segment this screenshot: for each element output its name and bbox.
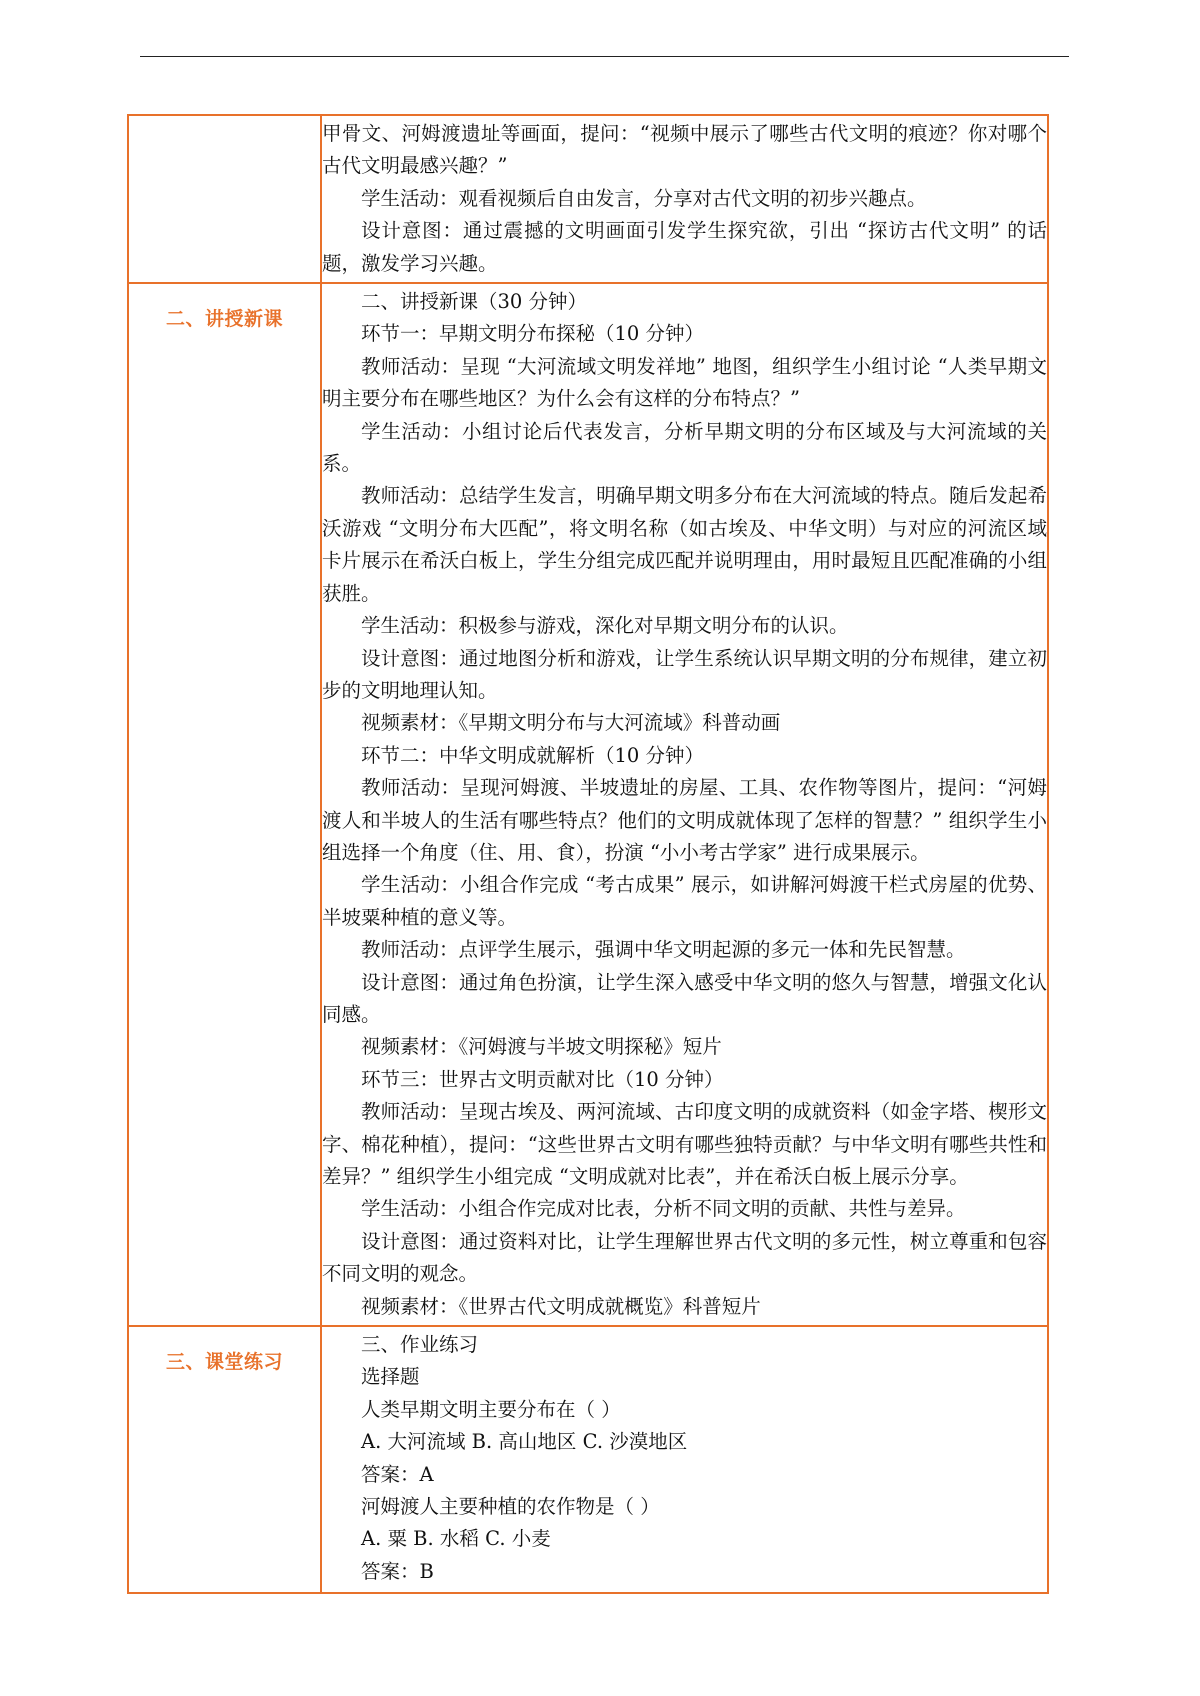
section-label-cell	[128, 115, 321, 283]
paragraph: 教师活动：点评学生展示，强调中华文明起源的多元一体和先民智慧。	[361, 938, 966, 962]
lesson-plan-table	[127, 114, 1049, 1594]
paragraph: 答案：B	[361, 1559, 434, 1583]
paragraph: 选择题	[361, 1365, 420, 1389]
paragraph: 教师活动：呈现河姆渡、半坡遗址的房屋、工具、农作物等图片，提问：“河姆渡人和半坡人的生活有哪些特点？他们的文明成就体现了怎样的智慧？” 组织学生小组选择一个角度（住、用、食），扮演 “小小考古学家” 进行成果展示。	[322, 776, 1047, 864]
paragraph: 学生活动：小组合作完成对比表，分析不同文明的贡献、共性与差异。	[361, 1197, 966, 1221]
paragraph: 教师活动：呈现古埃及、两河流域、古印度文明的成就资料（如金字塔、楔形文字、棉花种植），提问：“这些世界古文明有哪些独特贡献？与中华文明有哪些共性和差异？” 组织学生小组完成 “文明成就对比表”，并在希沃白板上展示分享。	[322, 1100, 1047, 1188]
paragraph: 学生活动：小组讨论后代表发言，分析早期文明的分布区域及与大河流域的关系。	[322, 419, 1047, 476]
paragraph: 视频素材：《早期文明分布与大河流域》科普动画	[361, 711, 781, 735]
paragraph: 三、作业练习	[361, 1333, 479, 1357]
table-row-practice	[128, 1326, 1048, 1593]
paragraph: 设计意图：通过震撼的文明画面引发学生探究欲，引出 “探访古代文明” 的话题，激发学习兴趣。	[322, 219, 1047, 275]
paragraph: A. 大河流域 B. 高山地区 C. 沙漠地区	[361, 1430, 688, 1454]
paragraph: 视频素材：《世界古代文明成就概览》科普短片	[361, 1294, 761, 1318]
section-content-cell	[321, 1326, 1048, 1593]
paragraph: 环节三：世界古文明贡献对比（10 分钟）	[361, 1067, 724, 1091]
paragraph: 答案：A	[361, 1462, 434, 1486]
paragraph: 学生活动：积极参与游戏，深化对早期文明分布的认识。	[361, 614, 849, 638]
table-row-new-lesson	[128, 283, 1048, 1326]
paragraph: A. 粟 B. 水稻 C. 小麦	[361, 1527, 551, 1551]
paragraph: 学生活动：小组合作完成 “考古成果” 展示，如讲解河姆渡干栏式房屋的优势、半坡粟种植的意义等。	[322, 873, 1047, 929]
paragraph: 河姆渡人主要种植的农作物是（ ）	[361, 1495, 660, 1519]
paragraph: 教师活动：呈现 “大河流域文明发祥地” 地图，组织学生小组讨论 “人类早期文明主要分布在哪些地区？为什么会有这样的分布特点？”	[322, 354, 1047, 411]
paragraph: 教师活动：总结学生发言，明确早期文明多分布在大河流域的特点。随后发起希沃游戏 “文明分布大匹配”，将文明名称（如古埃及、中华文明）与对应的河流区域卡片展示在希沃白板上，学生分组完成匹配并说明理由，用时最短且匹配准确的小组获胜。	[322, 484, 1047, 605]
paragraph: 环节二：中华文明成就解析（10 分钟）	[361, 743, 705, 767]
section-label-cell	[128, 1326, 321, 1593]
table-row-intro	[128, 115, 1048, 283]
paragraph: 设计意图：通过资料对比，让学生理解世界古代文明的多元性，树立尊重和包容不同文明的观念。	[322, 1229, 1047, 1286]
section-label: 三、课堂练习	[165, 1351, 283, 1374]
section-label-cell	[128, 283, 321, 1326]
paragraph: 人类早期文明主要分布在（ ）	[361, 1397, 621, 1421]
paragraph: 视频素材：《河姆渡与半坡文明探秘》短片	[361, 1035, 722, 1059]
paragraph: 二、讲授新课（30 分钟）	[361, 290, 588, 314]
paragraph: 学生活动：观看视频后自由发言，分享对古代文明的初步兴趣点。	[361, 186, 927, 210]
section-content-cell	[321, 283, 1048, 1326]
paragraph: 环节一：早期文明分布探秘（10 分钟）	[361, 322, 705, 346]
paragraph: 甲骨文、河姆渡遗址等画面，提问：“视频中展示了哪些古代文明的痕迹？你对哪个古代文明最感兴趣？”	[322, 122, 1047, 178]
section-content-cell	[321, 115, 1048, 283]
header-rule	[140, 56, 1069, 57]
section-label: 二、讲授新课	[165, 308, 283, 331]
paragraph: 设计意图：通过角色扮演，让学生深入感受中华文明的悠久与智慧，增强文化认同感。	[322, 970, 1047, 1026]
paragraph: 设计意图：通过地图分析和游戏，让学生系统认识早期文明的分布规律，建立初步的文明地理认知。	[322, 646, 1047, 702]
